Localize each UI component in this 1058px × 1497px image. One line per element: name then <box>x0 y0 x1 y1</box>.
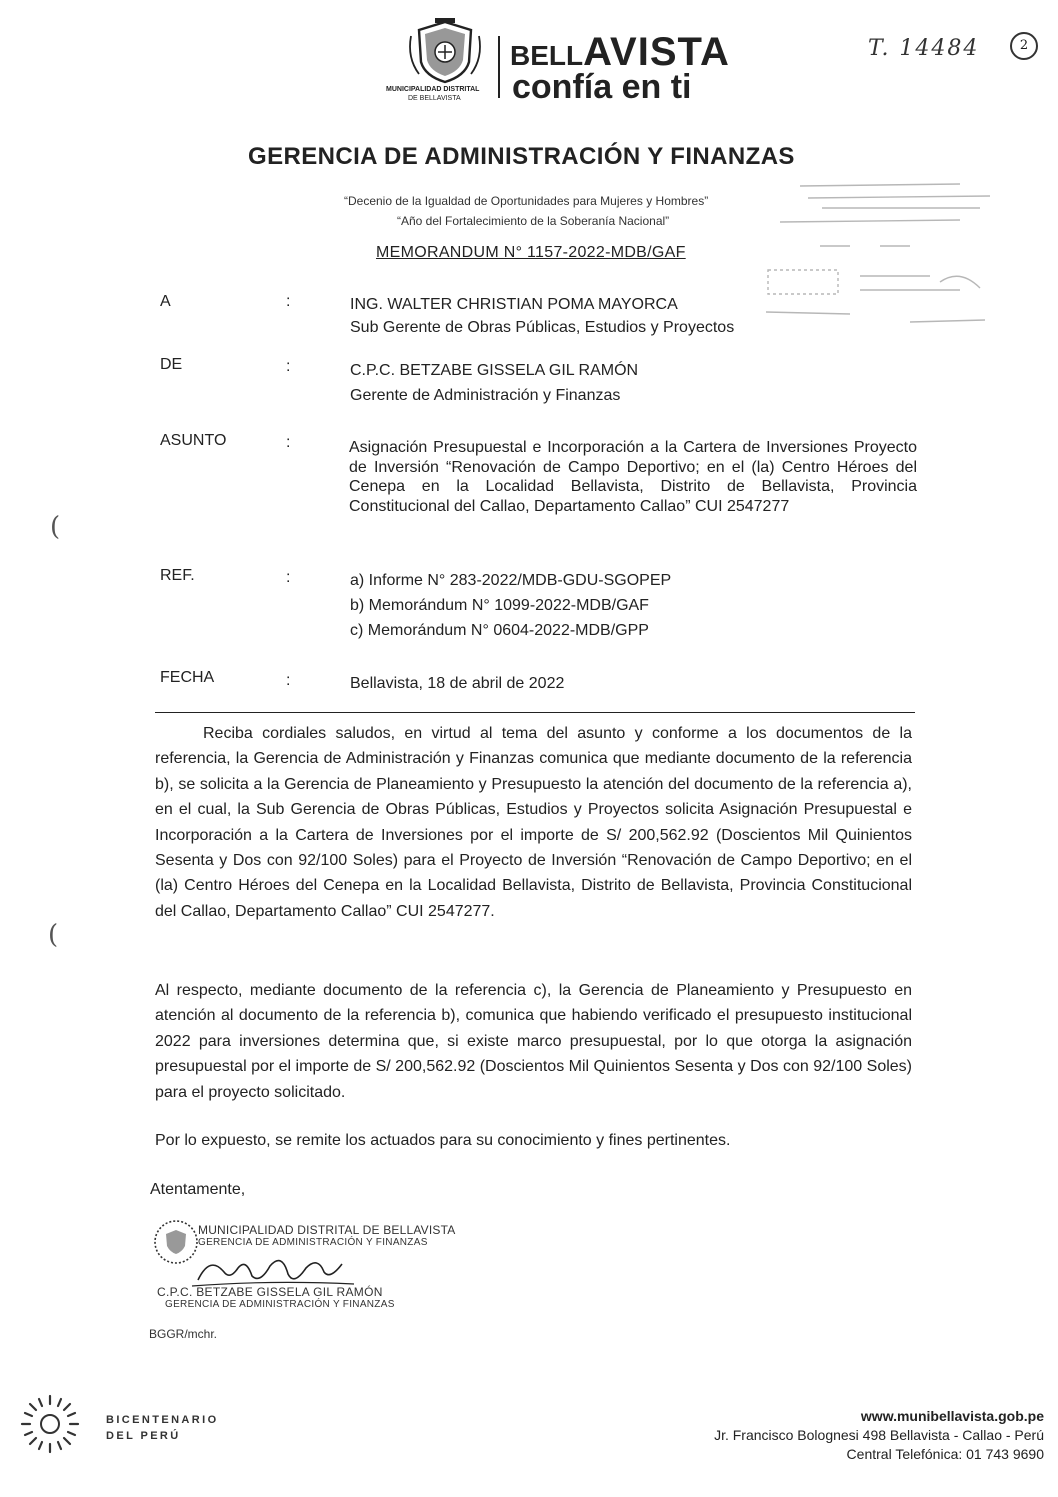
document-initials: BGGR/mchr. <box>149 1327 218 1341</box>
memorandum-number: MEMORANDUM N° 1157-2022-MDB/GAF <box>376 244 686 261</box>
field-fecha-colon: : <box>286 672 291 689</box>
body-paragraph-3: Por lo expuesto, se remite los actuados para su conocimiento y fines pertinentes. <box>155 1132 731 1149</box>
field-ref-item-a: a) Informe N° 283-2022/MDB-GDU-SGOPEP <box>350 572 672 589</box>
bicentenario-label-line1: BICENTENARIO <box>106 1414 219 1426</box>
field-ref-label: REF. <box>160 567 195 584</box>
handwritten-signature <box>190 1250 360 1290</box>
field-asunto-value: Asignación Presupuestal e Incorporación a la Cartera de Inversiones Proyecto de Inversión “Renovación de Campo Deportivo; en el (la) Centro Héroes del Cenepa en la Localidad Bellavista, Distrito de Bellavista, Provincia Constitucional del Callao, Departamento Callao” CUI 2547277 <box>349 439 917 515</box>
body-paragraph-2: Al respecto, mediante documento de la referencia c), la Gerencia de Planeamiento y Presupuesto en atención al documento de la referencia b), comunica que habiendo verificado el presupuesto institucional 2022 para inversiones determina que, si existe marco presupuestal, por lo que otorga la asignación presupuestal por el importe de S/ 200,562.92 (Doscientos Mil Quinientos Sesenta y Dos con 92/100 Soles) para el proyecto solicitado. <box>155 982 912 1101</box>
footer-website-link[interactable]: www.munibellavista.gob.pe <box>860 1408 1044 1424</box>
signatory-title: GERENCIA DE ADMINISTRACIÓN Y FINANZAS <box>165 1299 395 1310</box>
municipality-seal-logo <box>405 18 485 96</box>
field-fecha-value: Bellavista, 18 de abril de 2022 <box>350 675 565 692</box>
brand-tagline: confía en ti <box>512 68 692 106</box>
handwritten-reference: T. 14484 <box>868 36 980 61</box>
margin-hole-mark: ( <box>48 920 59 950</box>
handwritten-page-circle: 2 <box>1010 32 1038 60</box>
margin-hole-mark: ( <box>50 512 61 542</box>
field-a-value-role: Sub Gerente de Obras Públicas, Estudios y Proyectos <box>350 319 735 336</box>
field-ref-item-c: c) Memorándum N° 0604-2022-MDB/GPP <box>350 622 649 639</box>
field-de-value-role: Gerente de Administración y Finanzas <box>350 387 621 404</box>
logo-divider <box>498 36 500 98</box>
document-title: GERENCIA DE ADMINISTRACIÓN Y FINANZAS <box>248 143 795 170</box>
footer-address: Jr. Francisco Bolognesi 498 Bellavista - Callao - Perú <box>714 1427 1044 1443</box>
field-de-value-name: C.P.C. BETZABE GISSELA GIL RAMÓN <box>350 362 639 379</box>
logo-caption-line2: DE BELLAVISTA <box>408 95 461 102</box>
field-ref-colon: : <box>286 569 291 586</box>
bicentenario-label-line2: DEL PERÚ <box>106 1430 181 1442</box>
footer-phone: Central Telefónica: 01 743 9690 <box>846 1446 1044 1462</box>
signature-stamp-municipality: MUNICIPALIDAD DISTRITAL DE BELLAVISTA <box>198 1223 456 1237</box>
bicentenario-sunburst-icon <box>18 1392 82 1456</box>
logo-caption-line1: MUNICIPALIDAD DISTRITAL <box>386 86 480 93</box>
field-a-colon: : <box>286 293 291 310</box>
field-a-label: A <box>160 293 171 310</box>
decenio-line: “Decenio de la Igualdad de Oportunidades para Mujeres y Hombres” <box>344 194 709 208</box>
faint-reception-stamp <box>760 178 995 328</box>
closing-salutation: Atentamente, <box>150 1181 246 1198</box>
field-a-value-name: ING. WALTER CHRISTIAN POMA MAYORCA <box>350 296 678 313</box>
field-de-label: DE <box>160 356 183 373</box>
signature-stamp-gerencia: GERENCIA DE ADMINISTRACIÓN Y FINANZAS <box>198 1237 428 1248</box>
field-de-colon: : <box>286 358 291 375</box>
body-paragraph-1: Reciba cordiales saludos, en virtud al tema del asunto y conforme a los documentos de la referencia, la Gerencia de Administración y Finanzas comunica que mediante documento de la referencia b), se solicita a la Gerencia de Planeamiento y Presupuesto la atención del documento de la referencia a), en el cual, la Sub Gerencia de Obras Públicas, Estudios y Proyectos solicita Asignación Presupuestal e Incorporación a la Cartera de Inversiones por el importe de S/ 200,562.92 (Doscientos Mil Quinientos Sesenta y Dos con 92/100 Soles) para el Proyecto de Inversión “Renovación de Campo Deportivo; en el (la) Centro Héroes del Cenepa en la Localidad Bellavista, Distrito de Bellavista, Provincia Constitucional del Callao, Departamento Callao” CUI 2547277. <box>155 725 912 920</box>
field-asunto-label: ASUNTO <box>160 432 227 449</box>
header-divider-rule <box>155 712 915 713</box>
signatory-name: C.P.C. BETZABE GISSELA GIL RAMÓN <box>157 1285 383 1299</box>
anio-line: “Año del Fortalecimiento de la Soberanía Nacional” <box>397 214 670 228</box>
field-asunto-colon: : <box>286 434 291 451</box>
brand-name-small: BELL <box>510 40 584 71</box>
field-fecha-label: FECHA <box>160 669 215 686</box>
field-ref-item-b: b) Memorándum N° 1099-2022-MDB/GAF <box>350 597 649 614</box>
brand-name-big: AVISTA <box>583 30 730 74</box>
